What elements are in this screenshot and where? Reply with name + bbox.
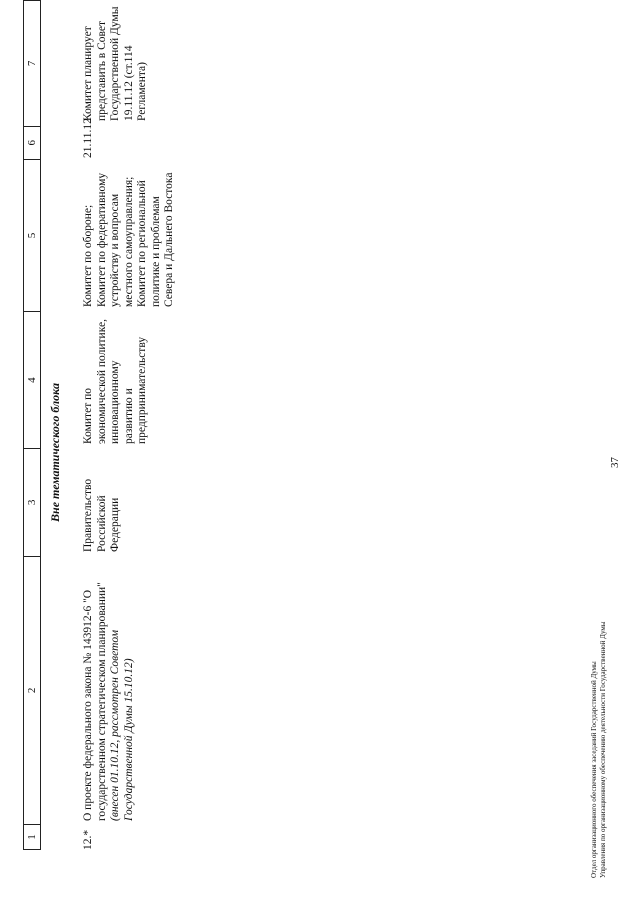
column-number: 7	[26, 60, 38, 67]
column-number: 6	[24, 126, 40, 159]
footer-line-1: Отдел организационного обеспечения заседаний Государственной Думы	[590, 661, 598, 878]
column-number: 2	[24, 556, 40, 824]
block-title: Вне тематического блока	[48, 383, 62, 522]
column-number: 3	[24, 448, 40, 556]
responsible-committee: Комитет по экономической политике, инновационному развитию и предпринимательству	[82, 319, 148, 444]
date: 21.11.12	[82, 118, 94, 158]
column-number: 4	[24, 311, 40, 448]
column-number: 5	[24, 159, 40, 312]
column-number: 1	[24, 824, 40, 849]
initiator: Правительство Российской Федерации	[82, 478, 121, 552]
note: Комитет планирует представить в Совет Государственной Думы 19.11.12 (ст.114 Регламента)	[82, 6, 148, 121]
page-number: 37	[609, 457, 621, 468]
table-row	[82, 0, 177, 850]
footer	[590, 622, 608, 878]
bill-note: (внесен 01.10.12, рассмотрен Советом Государственной Думы 15.10.12)	[109, 629, 135, 821]
bill-title: О проекте федерального закона № 143912-6 "О государственном стратегическом планировании"	[82, 582, 108, 821]
column-number-header	[23, 0, 41, 850]
bill-title-cell	[82, 556, 177, 825]
footer-line-2: Управления по организационному обеспечению деятельности Государственной Думы	[599, 621, 607, 878]
co-committees: Комитет по обороне; Комитет по федеративному устройству и вопросам местного самоуправления; Комитет по региональной политике и проблемам Севера и Дальнего Востока	[82, 172, 175, 307]
row-number: 12.*	[82, 829, 94, 850]
